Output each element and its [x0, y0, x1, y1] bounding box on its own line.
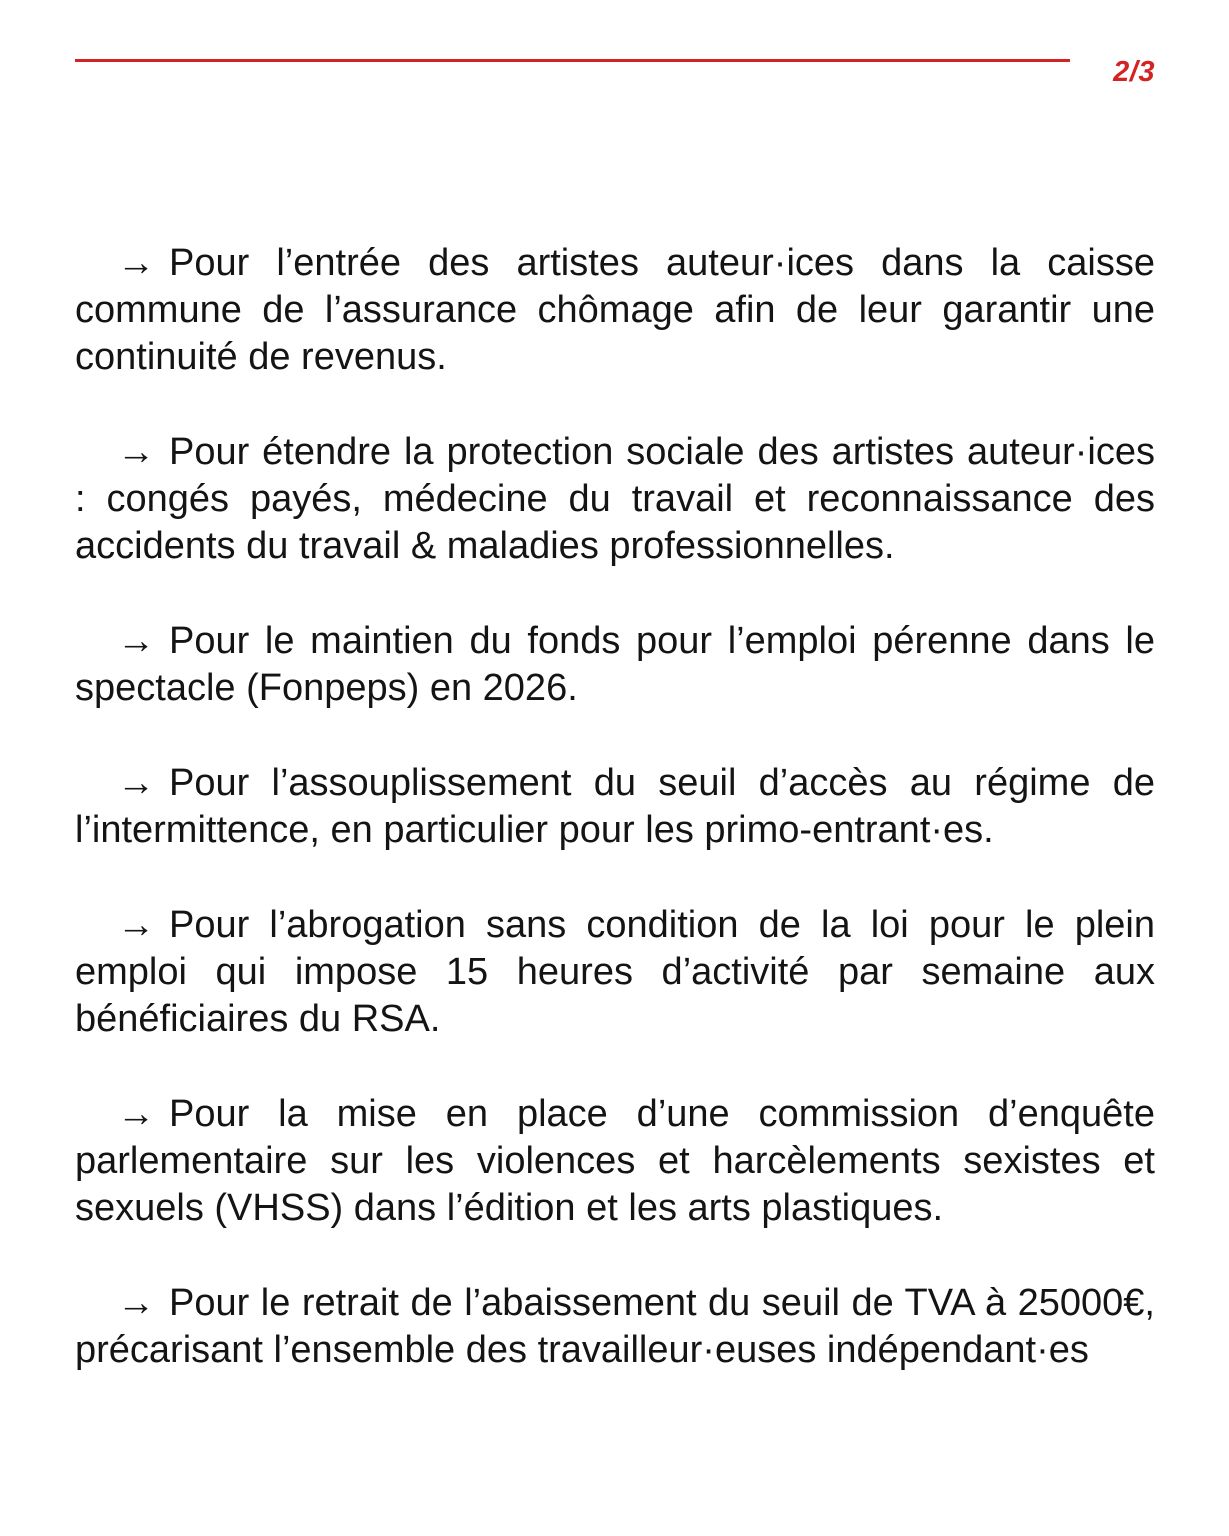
item-text: Pour le maintien du fonds pour l’emploi pérenne dans le spectacle (Fonpeps) en 2026. — [75, 620, 1155, 709]
arrow-right-icon: → — [117, 1093, 155, 1135]
item-text: Pour le retrait de l’abaissement du seuil de TVA à 25000€, précarisant l’ensemble des travailleur·euses indépendant·es — [75, 1282, 1155, 1371]
list-item — [75, 1091, 1155, 1232]
arrow-right-icon: → — [117, 242, 155, 284]
list-item — [75, 240, 1155, 381]
demands-list — [75, 240, 1155, 1422]
arrow-right-icon: → — [117, 904, 155, 946]
item-text: Pour étendre la protection sociale des artistes auteur·ices : congés payés, médecine du travail et reconnaissance des accidents du travail & maladies professionnelles. — [75, 431, 1155, 567]
arrow-right-icon: → — [117, 431, 155, 473]
page-indicator: 2/3 — [1113, 56, 1155, 88]
list-item — [75, 1280, 1155, 1374]
list-item — [75, 760, 1155, 854]
item-text: Pour l’abrogation sans condition de la loi pour le plein emploi qui impose 15 heures d’activité par semaine aux bénéficiaires du RSA. — [75, 904, 1155, 1040]
item-text: Pour la mise en place d’une commission d’enquête parlementaire sur les violences et harcèlements sexistes et sexuels (VHSS) dans l’édition et les arts plastiques. — [75, 1093, 1155, 1229]
list-item — [75, 618, 1155, 712]
list-item — [75, 429, 1155, 570]
arrow-right-icon: → — [117, 620, 155, 662]
list-item — [75, 902, 1155, 1043]
item-text: Pour l’assouplissement du seuil d’accès au régime de l’intermittence, en particulier pour les primo-entrant·es. — [75, 762, 1155, 851]
arrow-right-icon: → — [117, 1282, 155, 1324]
item-text: Pour l’entrée des artistes auteur·ices dans la caisse commune de l’assurance chômage afin de leur garantir une continuité de revenus. — [75, 242, 1155, 378]
header-rule — [75, 59, 1070, 62]
arrow-right-icon: → — [117, 762, 155, 804]
